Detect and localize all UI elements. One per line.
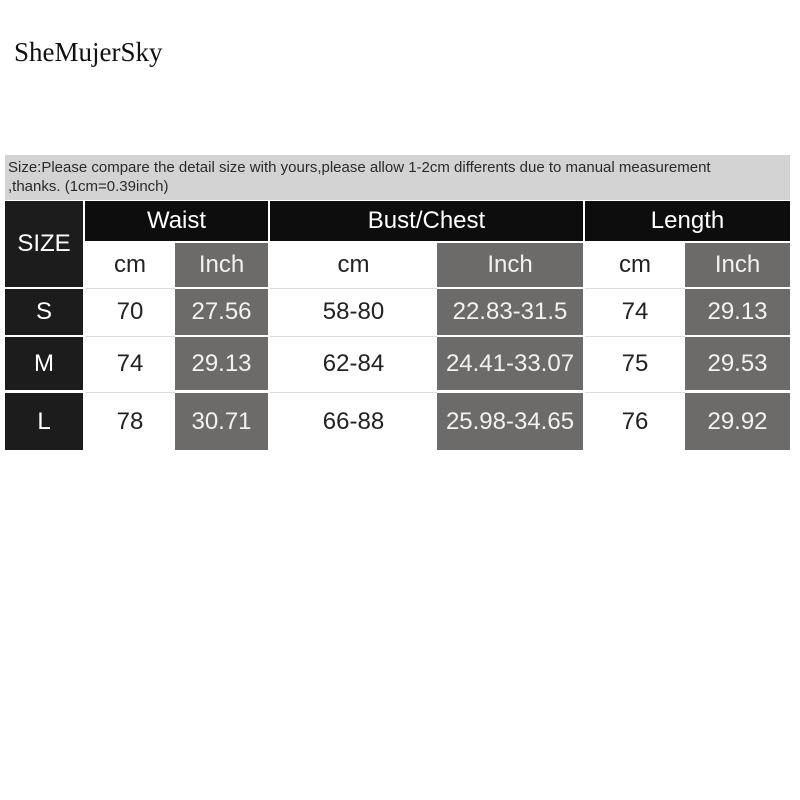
length-cm-cell: 76	[585, 393, 685, 450]
length-header: Length	[585, 201, 790, 241]
waist-cm-cell: 78	[85, 393, 175, 450]
waist-header: Waist	[85, 201, 268, 241]
notice-line-2: ,thanks. (1cm=0.39inch)	[8, 178, 169, 195]
length-inch-cell: 29.92	[685, 393, 790, 450]
bust-cm-cell: 62-84	[270, 337, 437, 390]
bust-cm-subheader: cm	[270, 243, 437, 287]
bust-cm-cell: 58-80	[270, 289, 437, 335]
size-column-header: SIZE	[5, 201, 83, 287]
waist-inch-cell: 30.71	[175, 393, 268, 450]
waist-cm-subheader: cm	[85, 243, 175, 287]
brand-logo-text: SheMujerSky	[14, 37, 163, 67]
bust-inch-cell: 24.41-33.07	[437, 337, 583, 390]
length-inch-cell: 29.13	[685, 289, 790, 335]
bust-inch-cell: 22.83-31.5	[437, 289, 583, 335]
size-cell: M	[5, 337, 83, 390]
size-chart-table	[5, 201, 790, 450]
waist-cm-cell: 70	[85, 289, 175, 335]
bust-chest-header: Bust/Chest	[270, 201, 583, 241]
length-inch-cell: 29.53	[685, 337, 790, 390]
size-cell: S	[5, 289, 83, 335]
length-inch-subheader: Inch	[685, 243, 790, 287]
bust-cm-cell: 66-88	[270, 393, 437, 450]
bust-inch-cell: 25.98-34.65	[437, 393, 583, 450]
waist-inch-subheader: Inch	[175, 243, 268, 287]
bust-inch-subheader: Inch	[437, 243, 583, 287]
waist-inch-cell: 27.56	[175, 289, 268, 335]
length-cm-cell: 74	[585, 289, 685, 335]
length-cm-subheader: cm	[585, 243, 685, 287]
waist-cm-cell: 74	[85, 337, 175, 390]
waist-inch-cell: 29.13	[175, 337, 268, 390]
length-cm-cell: 75	[585, 337, 685, 390]
notice-line-1: Size:Please compare the detail size with yours,please allow 1-2cm differents due to manual measurement	[8, 159, 711, 176]
size-cell: L	[5, 393, 83, 450]
size-notice-banner	[5, 155, 790, 200]
